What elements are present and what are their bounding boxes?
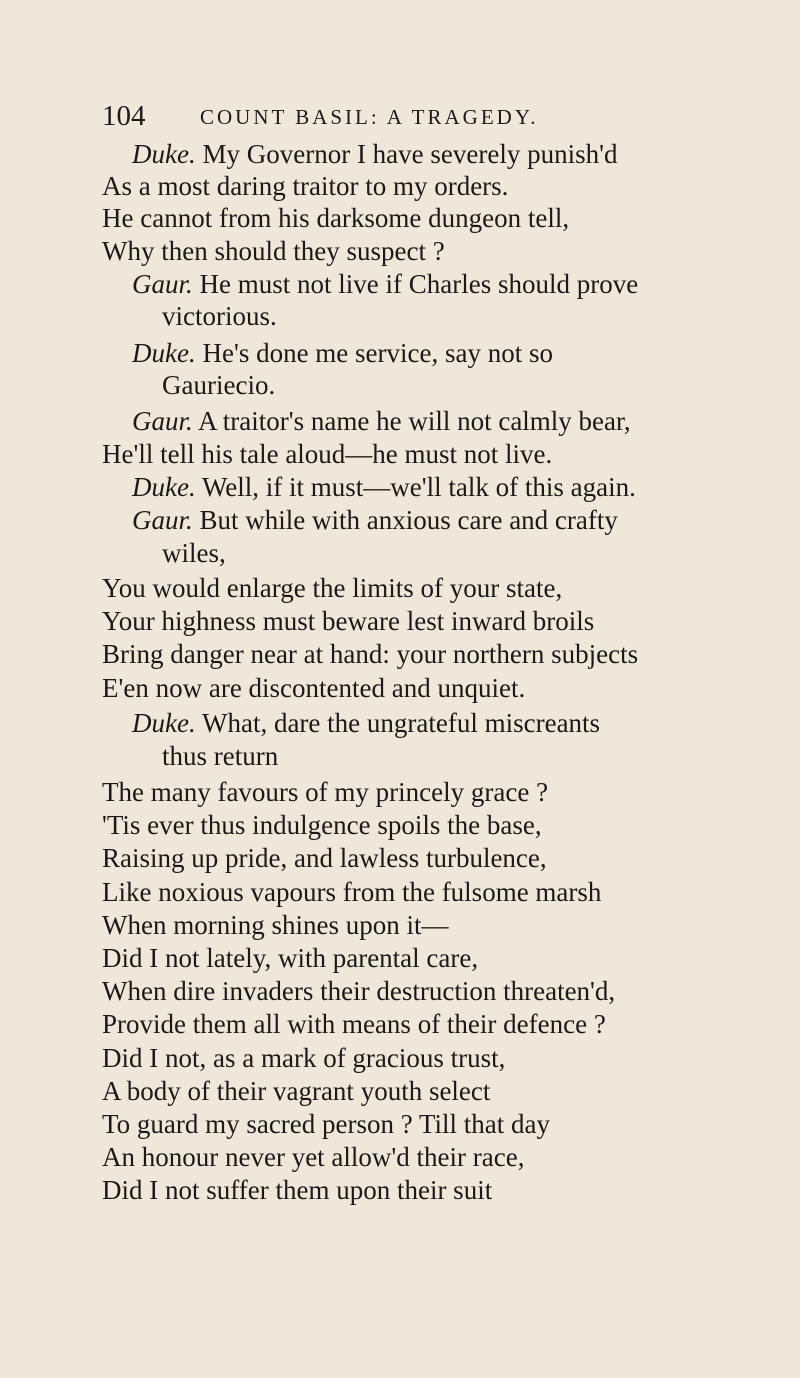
- verse-line: [102, 876, 601, 908]
- verse-line: [132, 405, 631, 437]
- verse-line: [132, 138, 617, 170]
- line-text: What, dare the ungrateful miscreants: [195, 708, 601, 738]
- verse-line: [102, 1075, 490, 1107]
- speaker-name: Duke.: [132, 139, 196, 169]
- verse-line: [102, 672, 525, 704]
- line-text: A traitor's name he will not calmly bear,: [192, 406, 631, 436]
- line-text: My Governor I have severely punish'd: [195, 139, 618, 169]
- line-text: Well, if it must—we'll talk of this again.: [195, 472, 636, 502]
- verse-line: [102, 942, 478, 974]
- line-text: He's done me service, say not so: [195, 338, 553, 368]
- verse-line: [102, 1108, 550, 1140]
- speaker-name: Gaur.: [132, 406, 193, 436]
- speaker-name: Gaur.: [132, 269, 193, 299]
- line-text: He'll tell his tale aloud—he must not live.: [102, 439, 553, 469]
- verse-line: [132, 471, 636, 503]
- verse-line: [132, 337, 553, 369]
- verse-line: [162, 537, 226, 569]
- verse-line: [162, 300, 277, 332]
- verse-line: [102, 1174, 492, 1206]
- line-text: You would enlarge the limits of your state,: [102, 573, 563, 603]
- line-text: The many favours of my princely grace ?: [102, 777, 549, 807]
- line-text: But while with anxious care and crafty: [192, 505, 618, 535]
- line-text: victorious.: [162, 301, 277, 331]
- line-text: Provide them all with means of their defence ?: [102, 1009, 606, 1039]
- running-title: COUNT BASIL: A TRAGEDY.: [200, 105, 539, 129]
- verse-line: [132, 504, 618, 536]
- page-number: 104: [102, 100, 146, 132]
- line-text: Bring danger near at hand: your northern subjects: [102, 639, 639, 669]
- line-text: A body of their vagrant youth select: [102, 1076, 491, 1106]
- line-text: Did I not suffer them upon their suit: [102, 1175, 493, 1205]
- line-text: E'en now are discontented and unquiet.: [102, 673, 526, 703]
- line-text: Your highness must beware lest inward broils: [102, 606, 595, 636]
- line-text: He must not live if Charles should prove: [192, 269, 639, 299]
- line-text: He cannot from his darksome dungeon tell,: [102, 203, 570, 233]
- verse-line: [102, 1008, 606, 1040]
- line-text: When dire invaders their destruction threaten'd,: [102, 976, 616, 1006]
- line-text: Did I not, as a mark of gracious trust,: [102, 1043, 506, 1073]
- line-text: Gauriecio.: [162, 370, 276, 400]
- line-text: wiles,: [162, 538, 226, 568]
- line-text: When morning shines upon it—: [102, 910, 449, 940]
- verse-line: [162, 740, 278, 772]
- line-text: Raising up pride, and lawless turbulence,: [102, 843, 547, 873]
- verse-line: [102, 776, 548, 808]
- line-text: 'Tis ever thus indulgence spoils the base,: [102, 810, 542, 840]
- line-text: thus return: [162, 741, 279, 771]
- verse-line: [102, 809, 542, 841]
- verse-line: [102, 975, 615, 1007]
- verse-line: [162, 369, 275, 401]
- verse-line: [102, 438, 552, 470]
- page-header: [102, 100, 722, 130]
- line-text: Why then should they suspect ?: [102, 236, 445, 266]
- speaker-name: Gaur.: [132, 505, 193, 535]
- verse-line: [102, 202, 569, 234]
- verse-line: [102, 605, 594, 637]
- verse-line: [102, 572, 562, 604]
- line-text: Did I not lately, with parental care,: [102, 943, 479, 973]
- verse-line: [132, 268, 638, 300]
- line-text: To guard my sacred person ? Till that day: [102, 1109, 551, 1139]
- speaker-name: Duke.: [132, 708, 196, 738]
- verse-line: [132, 707, 600, 739]
- speaker-name: Duke.: [132, 338, 196, 368]
- line-text: Like noxious vapours from the fulsome marsh: [102, 877, 602, 907]
- verse-line: [102, 842, 547, 874]
- line-text: An honour never yet allow'd their race,: [102, 1142, 525, 1172]
- verse-line: [102, 170, 508, 202]
- verse-line: [102, 638, 638, 670]
- verse-line: [102, 1141, 524, 1173]
- line-text: As a most daring traitor to my orders.: [102, 171, 509, 201]
- speaker-name: Duke.: [132, 472, 196, 502]
- verse-line: [102, 235, 445, 267]
- verse-line: [102, 909, 448, 941]
- verse-line: [102, 1042, 505, 1074]
